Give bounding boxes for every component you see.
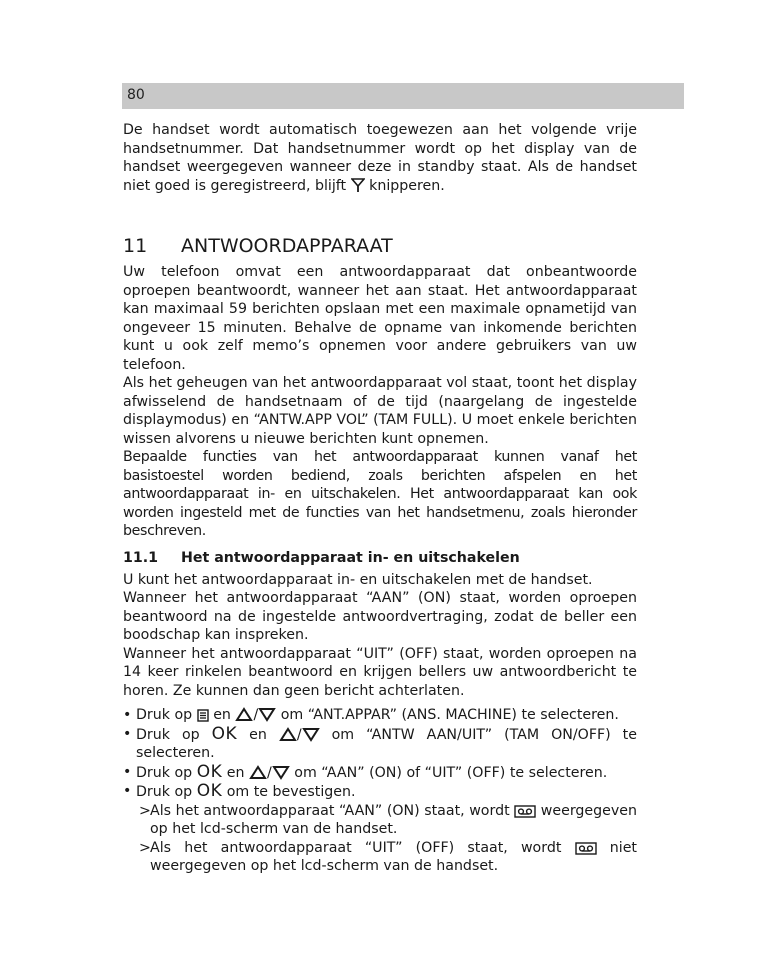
answering-machine-icon	[575, 842, 597, 855]
page-number: 80	[127, 87, 145, 103]
step-item: • Druk op OK om te bevestigen.	[123, 782, 637, 802]
step-item: • Druk op OK en / om “ANTW AAN/UIT” (TAM ON/OFF) te selecteren.	[123, 725, 637, 763]
answering-machine-icon	[514, 805, 536, 818]
subsection-paragraph: Wanneer het antwoordapparaat “AAN” (ON) staat, worden oproepen beantwoord na de ingestelde antwoordvertraging, zodat de beller een boodschap kan inspreken.	[123, 590, 637, 643]
section-paragraph: Bepaalde functies van het antwoordapparaat kunnen vanaf het basistoestel worden bediend, zoals berichten afspelen en het antwoordapparaat in- en uitschakelen. Het antwoordapparaat kan ook worden ingesteld met de functies van het handsetmenu, zoals hieronder beschreven.	[123, 449, 637, 539]
ok-key-label: OK	[196, 761, 223, 782]
menu-key-icon	[197, 709, 209, 722]
subsection-heading	[123, 549, 637, 567]
down-arrow-icon	[258, 707, 276, 722]
section-heading	[123, 235, 637, 257]
antenna-icon	[351, 178, 365, 193]
ok-key-label: OK	[196, 781, 223, 801]
result-item: > Als het antwoordapparaat “UIT” (OFF) staat, wordt niet weergegeven op het lcd-scherm van de handset.	[139, 839, 637, 874]
page-header-bar	[122, 83, 684, 109]
section-paragraph: Als het geheugen van het antwoordapparaat vol staat, toont het display afwisselend de handsetnaam of de tijd (naargelang de ingestelde displaymodus) en “ANTW.APP VOL” (TAM FULL). U moet enkele berichten wissen alvorens u nieuwe berichten kunt opnemen.	[123, 375, 637, 447]
step-item: • Druk op en / om “ANT.APPAR” (ANS. MACHINE) te selecteren.	[123, 706, 637, 725]
section-paragraph: Uw telefoon omvat een antwoordapparaat dat onbeantwoorde oproepen beantwoordt, wanneer het aan staat. Het antwoordapparaat kan maximaal 59 berichten opslaan met een maximale opnametijd van ongeveer 15 minuten. Behalve de opname van inkomende berichten kunt u ook zelf memo’s opnemen voor andere gebruikers van uw telefoon.	[123, 264, 637, 373]
subsection-title: Het antwoordapparaat in- en uitschakelen	[181, 549, 520, 566]
subsection-number: 11.1	[123, 549, 159, 566]
up-arrow-icon	[235, 707, 253, 722]
intro-paragraph: De handset wordt automatisch toegewezen aan het volgende vrije handsetnummer. Dat handsetnummer wordt op het display van de handset weergegeven wanneer deze in standby staat. Als de handset niet goed is geregistreerd, blijft knipperen.	[123, 122, 637, 194]
up-arrow-icon	[279, 727, 297, 742]
subsection-paragraph: U kunt het antwoordapparaat in- en uitschakelen met de handset.	[123, 571, 593, 588]
steps-list	[123, 706, 637, 802]
down-arrow-icon	[302, 727, 320, 742]
down-arrow-icon	[272, 765, 290, 780]
ok-key-label: OK	[211, 723, 238, 744]
section-number: 11	[123, 235, 148, 257]
step-item: • Druk op OK en / om “AAN” (ON) of “UIT” (OFF) te selecteren.	[123, 763, 637, 783]
up-arrow-icon	[249, 765, 267, 780]
subsection-paragraph: Wanneer het antwoordapparaat “UIT” (OFF) staat, worden oproepen na 14 keer rinkelen beantwoord en krijgen bellers uw antwoordbericht te horen. Ze kunnen dan geen bericht achterlaten.	[123, 645, 637, 699]
page-content	[123, 121, 637, 876]
result-item: > Als het antwoordapparaat “AAN” (ON) staat, wordt weergegeven op het lcd-scherm van de handset.	[139, 802, 637, 837]
section-title: ANTWOORDAPPARAAT	[181, 235, 393, 257]
